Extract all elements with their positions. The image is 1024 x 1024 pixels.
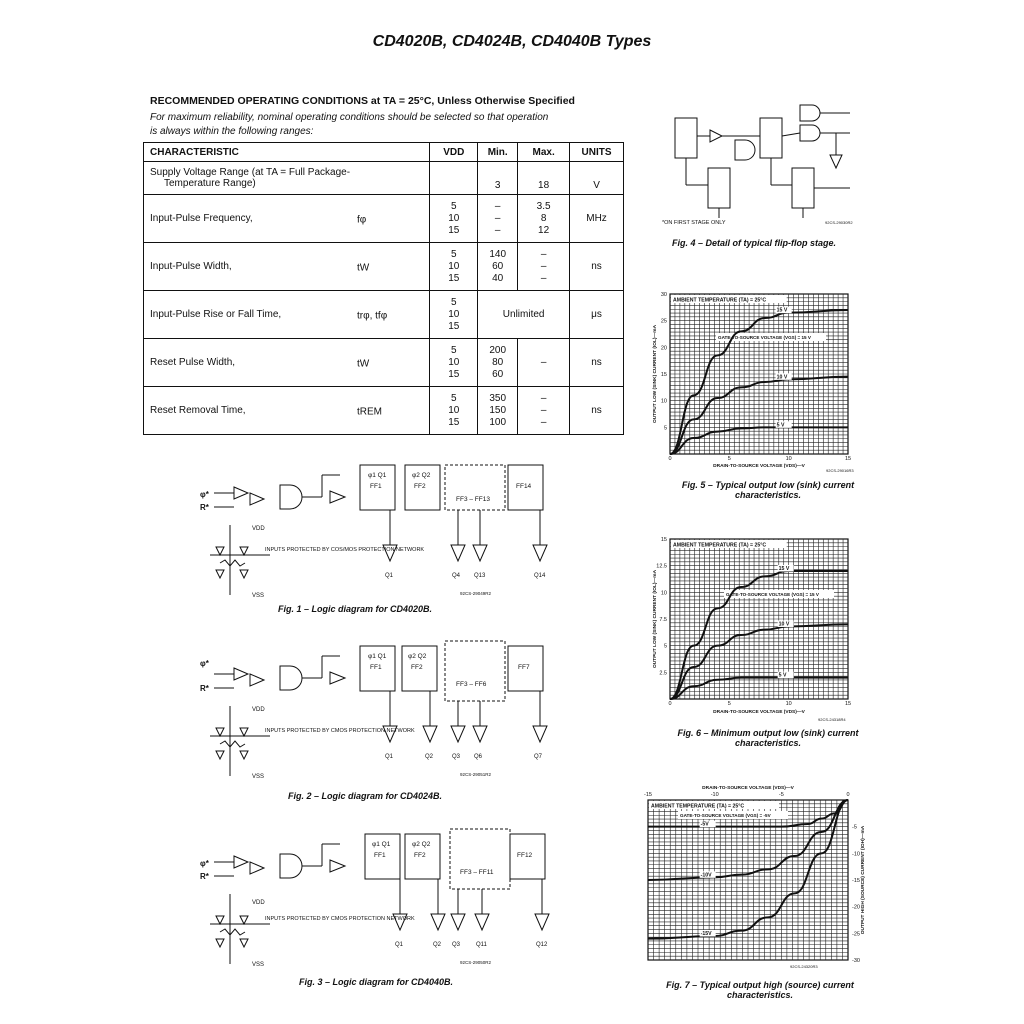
diagram-wiring — [200, 829, 549, 964]
y-tick-label: 30 — [660, 292, 667, 298]
fig4-note: *ON FIRST STAGE ONLY — [662, 220, 726, 226]
svg-text:φ2 Q2: φ2 Q2 — [408, 653, 427, 660]
fig3-output-label: Q2 — [433, 942, 442, 948]
row-units: MHz — [570, 195, 624, 243]
note-line-1: For maximum reliability, nominal operating conditions should be selected so that operation — [150, 112, 549, 123]
svg-text:VDD: VDD — [252, 707, 265, 713]
row-units: V — [570, 162, 624, 195]
row-minmax: Unlimited — [478, 291, 570, 339]
svg-text:φ*: φ* — [200, 490, 209, 499]
row-min — [478, 339, 518, 387]
max-values: – – – — [540, 392, 547, 428]
fig1-mid-ff: FF3 – FF13 — [456, 496, 490, 503]
operating-conditions-table — [143, 142, 624, 435]
operating-conditions-heading: RECOMMENDED OPERATING CONDITIONS at TA = 25°C, Unless Otherwise Specified — [150, 95, 575, 107]
x-tick-label: 10 — [785, 456, 792, 462]
fig3-code: 92CS-29050R2 — [460, 960, 492, 965]
min-values: 140 60 40 — [489, 248, 507, 284]
fig5-caption-line2: characteristics. — [734, 490, 802, 500]
x-tick-label: 5 — [727, 456, 731, 462]
flip-flop-detail-diagram — [660, 100, 870, 230]
row-vdd — [430, 339, 478, 387]
fig1-caption: Fig. 1 – Logic diagram for CD4020B. — [278, 604, 433, 614]
svg-text:FF1: FF1 — [370, 664, 382, 671]
vdd-values: 5 10 15 — [448, 200, 460, 236]
header-max: Max. — [518, 143, 570, 162]
series-label: 10 V — [776, 374, 788, 381]
y-tick-label: -30 — [852, 958, 860, 964]
row-symbol: fφ — [357, 214, 367, 226]
chart-title: AMBIENT TEMPERATURE (TA) = 25°C — [651, 803, 745, 810]
vdd-values: 5 10 15 — [448, 248, 460, 284]
row-characteristic — [144, 291, 430, 339]
y-tick-label: 15 — [660, 537, 667, 543]
table-row — [144, 243, 624, 291]
table-row — [144, 162, 624, 195]
y-axis-label: OUTPUT LOW (SINK) CURRENT (IOL)—mA — [653, 569, 658, 669]
figure-code: 92CS-29016R3 — [826, 468, 854, 473]
logic-diagram-cd4020b — [190, 455, 560, 605]
vdd-values: 5 10 15 — [448, 392, 460, 428]
fig1-output-label: Q1 — [385, 573, 394, 579]
row-symbol: tW — [357, 358, 370, 370]
svg-text:φ1 Q1: φ1 Q1 — [372, 841, 391, 848]
chart-annotation: GATE-TO-SOURCE VOLTAGE (VGS) = 15 V — [718, 335, 811, 340]
svg-text:FF1: FF1 — [370, 483, 382, 490]
row-name: Reset Pulse Width, — [150, 357, 236, 368]
row-vdd — [430, 162, 478, 195]
series-label: 5 V — [776, 422, 785, 429]
row-name: Supply Voltage Range (at TA = Full Package- — [150, 167, 351, 178]
table-row — [144, 291, 624, 339]
x-tick-label: 5 — [727, 701, 731, 707]
fig6-caption-line2: characteristics. — [734, 738, 802, 748]
min-values: – – – — [494, 200, 501, 236]
fig3-last-ff: FF12 — [517, 852, 533, 859]
header-characteristic: CHARACTERISTIC — [144, 143, 430, 162]
fig6-caption-line1: Fig. 6 – Minimum output low (sink) current — [677, 728, 859, 738]
table-row — [144, 387, 624, 435]
fig3-caption: Fig. 3 – Logic diagram for CD4040B. — [299, 977, 454, 987]
chart-annotation: GATE-TO-SOURCE VOLTAGE (VGS) = -5V — [680, 813, 771, 818]
note-line-2: is always within the following ranges: — [150, 126, 314, 137]
y-axis-label: OUTPUT LOW (SINK) CURRENT (IOL)—mA — [653, 324, 658, 424]
svg-text:φ1 Q1: φ1 Q1 — [368, 653, 387, 660]
row-vdd — [430, 387, 478, 435]
row-name: Input-Pulse Rise or Fall Time, — [150, 309, 282, 320]
fig3-output-label: Q3 — [452, 942, 461, 948]
chart-output-low-sink-typical — [648, 286, 860, 474]
chart-title: AMBIENT TEMPERATURE (TA) = 25°C — [673, 542, 767, 549]
fig7-caption — [640, 980, 880, 1000]
row-name: Input-Pulse Width, — [150, 261, 232, 272]
header-vdd: VDD — [430, 143, 478, 162]
fig7-caption-line1: Fig. 7 – Typical output high (source) current — [666, 980, 854, 990]
fig2-mid-ff: FF3 – FF6 — [456, 681, 487, 688]
svg-text:R*: R* — [200, 503, 209, 512]
svg-text:φ1 Q1: φ1 Q1 — [368, 472, 387, 479]
row-max — [518, 195, 570, 243]
fig1-output-label: Q13 — [474, 573, 486, 579]
fig5-caption-line1: Fig. 5 – Typical output low (sink) current — [681, 480, 855, 490]
svg-text:FF2: FF2 — [414, 483, 426, 490]
series-label: -10V — [700, 872, 712, 879]
row-symbol: tW — [357, 262, 370, 274]
fig2-code: 92CS-29051R2 — [460, 772, 492, 777]
fig2-output-label: Q3 — [452, 754, 461, 760]
row-characteristic — [144, 243, 430, 291]
x-tick-label: 0 — [668, 456, 672, 462]
chart-output-high-source — [640, 780, 872, 970]
row-units: ns — [570, 339, 624, 387]
fig6-caption — [648, 728, 888, 748]
fig1-last-ff: FF14 — [516, 483, 532, 490]
fig1-output-label: Q4 — [452, 573, 461, 579]
fig3-output-label: Q12 — [536, 942, 548, 948]
x-tick-label: 0 — [846, 792, 850, 798]
fig4-caption: Fig. 4 – Detail of typical flip-flop stage. — [672, 238, 837, 248]
chart-title: AMBIENT TEMPERATURE (TA) = 25°C — [673, 297, 767, 304]
fig2-caption: Fig. 2 – Logic diagram for CD4024B. — [288, 791, 443, 801]
svg-text:R*: R* — [200, 872, 209, 881]
logic-diagram-cd4024b — [190, 636, 560, 786]
vdd-values: 5 10 15 — [448, 296, 460, 332]
row-max: 18 — [518, 162, 570, 195]
row-characteristic — [144, 339, 430, 387]
row-min — [478, 195, 518, 243]
row-units: ns — [570, 387, 624, 435]
logic-diagram-cd4040b — [190, 824, 560, 974]
y-tick-label: 5 — [663, 643, 667, 650]
svg-text:VDD: VDD — [252, 526, 265, 532]
fig2-last-ff: FF7 — [518, 664, 530, 671]
x-tick-label: -10 — [710, 792, 719, 798]
svg-text:FF2: FF2 — [411, 664, 423, 671]
max-values: 3.5 8 12 — [536, 200, 551, 236]
y-tick-label: 7.5 — [659, 617, 667, 623]
row-min — [478, 387, 518, 435]
table-row — [144, 195, 624, 243]
y-tick-label: 25 — [660, 318, 667, 325]
fig3-output-label: Q1 — [395, 942, 404, 948]
svg-text:VSS: VSS — [252, 774, 265, 780]
fig1-output-label: Q14 — [534, 573, 546, 579]
fig3-mid-ff: FF3 – FF11 — [460, 869, 494, 876]
fig4-code: 92CS-29030R2 — [825, 220, 853, 225]
x-axis-label: DRAIN-TO-SOURCE VOLTAGE (VDS)—V — [702, 786, 794, 791]
chart-output-low-sink-minimum — [648, 535, 860, 725]
vdd-values: 5 10 15 — [448, 344, 460, 380]
series-label: 10 V — [778, 621, 790, 628]
series-label: 15 V — [776, 307, 788, 314]
row-characteristic — [144, 162, 430, 195]
fig2-output-label: Q6 — [474, 754, 483, 760]
y-axis-label: OUTPUT HIGH (SOURCE) CURRENT (IOH)—mA — [861, 825, 866, 935]
x-axis-label: DRAIN-TO-SOURCE VOLTAGE (VDS)—V — [713, 464, 805, 469]
svg-text:φ2 Q2: φ2 Q2 — [412, 472, 431, 479]
x-tick-label: -15 — [644, 792, 652, 798]
fig2-output-label: Q7 — [534, 754, 543, 760]
series-label: -15V — [700, 931, 712, 937]
table-row — [144, 339, 624, 387]
svg-text:φ2 Q2: φ2 Q2 — [412, 841, 431, 848]
y-tick-label: -25 — [852, 931, 860, 938]
svg-text:FF1: FF1 — [374, 852, 386, 859]
svg-text:VSS: VSS — [252, 962, 265, 968]
chart-annotation: GATE-TO-SOURCE VOLTAGE (VGS) = 15 V — [726, 592, 819, 597]
y-tick-label: 15 — [660, 372, 667, 378]
fig3-output-label: Q11 — [476, 942, 487, 948]
svg-text:R*: R* — [200, 684, 209, 693]
operating-conditions-note — [150, 111, 630, 139]
fig3-protection-note: INPUTS PROTECTED BY CMOS PROTECTION NETWORK — [265, 916, 415, 922]
row-vdd — [430, 291, 478, 339]
y-tick-label: 2.5 — [659, 670, 667, 677]
row-characteristic — [144, 387, 430, 435]
row-min — [478, 243, 518, 291]
row-name: Input-Pulse Frequency, — [150, 213, 253, 224]
fig1-protection-note: INPUTS PROTECTED BY COS/MOS PROTECTION NETWORK — [265, 547, 425, 553]
fig1-code: 92CS-29049R2 — [460, 591, 492, 596]
header-min: Min. — [478, 143, 518, 162]
figure-code: 92CS-24318R4 — [818, 717, 846, 722]
min-values: 200 80 60 — [489, 344, 507, 380]
row-name: Reset Removal Time, — [150, 405, 246, 416]
figure-code: 92CS-24320R3 — [790, 964, 818, 969]
row-min: 3 — [478, 162, 518, 195]
y-tick-label: 10 — [660, 590, 667, 597]
max-values: – – – — [540, 248, 547, 284]
svg-text:φ*: φ* — [200, 859, 209, 868]
row-vdd — [430, 243, 478, 291]
x-tick-label: 0 — [668, 701, 672, 707]
y-tick-label: 10 — [660, 398, 667, 405]
row-characteristic — [144, 195, 430, 243]
fig2-output-label: Q2 — [425, 754, 434, 760]
row-units: ns — [570, 243, 624, 291]
series-label: 15 V — [778, 566, 790, 572]
svg-text:VDD: VDD — [252, 900, 265, 906]
x-tick-label: 15 — [844, 701, 852, 707]
table-header-row — [144, 143, 624, 162]
y-tick-label: -10 — [852, 851, 860, 858]
x-axis-label: DRAIN-TO-SOURCE VOLTAGE (VDS)—V — [713, 710, 805, 715]
fig2-protection-note: INPUTS PROTECTED BY CMOS PROTECTION NETWORK — [265, 728, 415, 734]
fig2-output-label: Q1 — [385, 754, 394, 760]
row-max — [518, 243, 570, 291]
svg-text:FF2: FF2 — [414, 852, 426, 859]
y-tick-label: 5 — [663, 425, 667, 432]
header-units: UNITS — [570, 143, 624, 162]
y-tick-label: -5 — [852, 824, 857, 831]
x-tick-label: -5 — [778, 792, 784, 798]
fig7-caption-line2: characteristics. — [726, 990, 794, 1000]
y-tick-label: 12.5 — [656, 563, 667, 570]
row-name-cont: Temperature Range) — [164, 178, 256, 189]
y-tick-label: 20 — [660, 345, 667, 352]
svg-text:φ*: φ* — [200, 659, 209, 668]
diagram-wiring — [675, 105, 850, 218]
series-label: -5V — [700, 821, 709, 828]
document-title: CD4020B, CD4024B, CD4040B Types — [372, 33, 652, 50]
svg-text:VSS: VSS — [252, 593, 265, 599]
fig5-caption — [648, 480, 888, 500]
row-vdd — [430, 195, 478, 243]
series-label: 5 V — [778, 672, 787, 679]
x-tick-label: 15 — [844, 456, 852, 462]
row-max — [518, 387, 570, 435]
row-symbol: trφ, tfφ — [357, 310, 388, 322]
row-units: μs — [570, 291, 624, 339]
min-values: 350 150 100 — [489, 392, 507, 428]
y-tick-label: -15 — [852, 878, 860, 884]
x-tick-label: 10 — [785, 701, 792, 707]
row-symbol: tREM — [357, 406, 382, 418]
row-max: – — [518, 339, 570, 387]
y-tick-label: -20 — [852, 904, 860, 911]
